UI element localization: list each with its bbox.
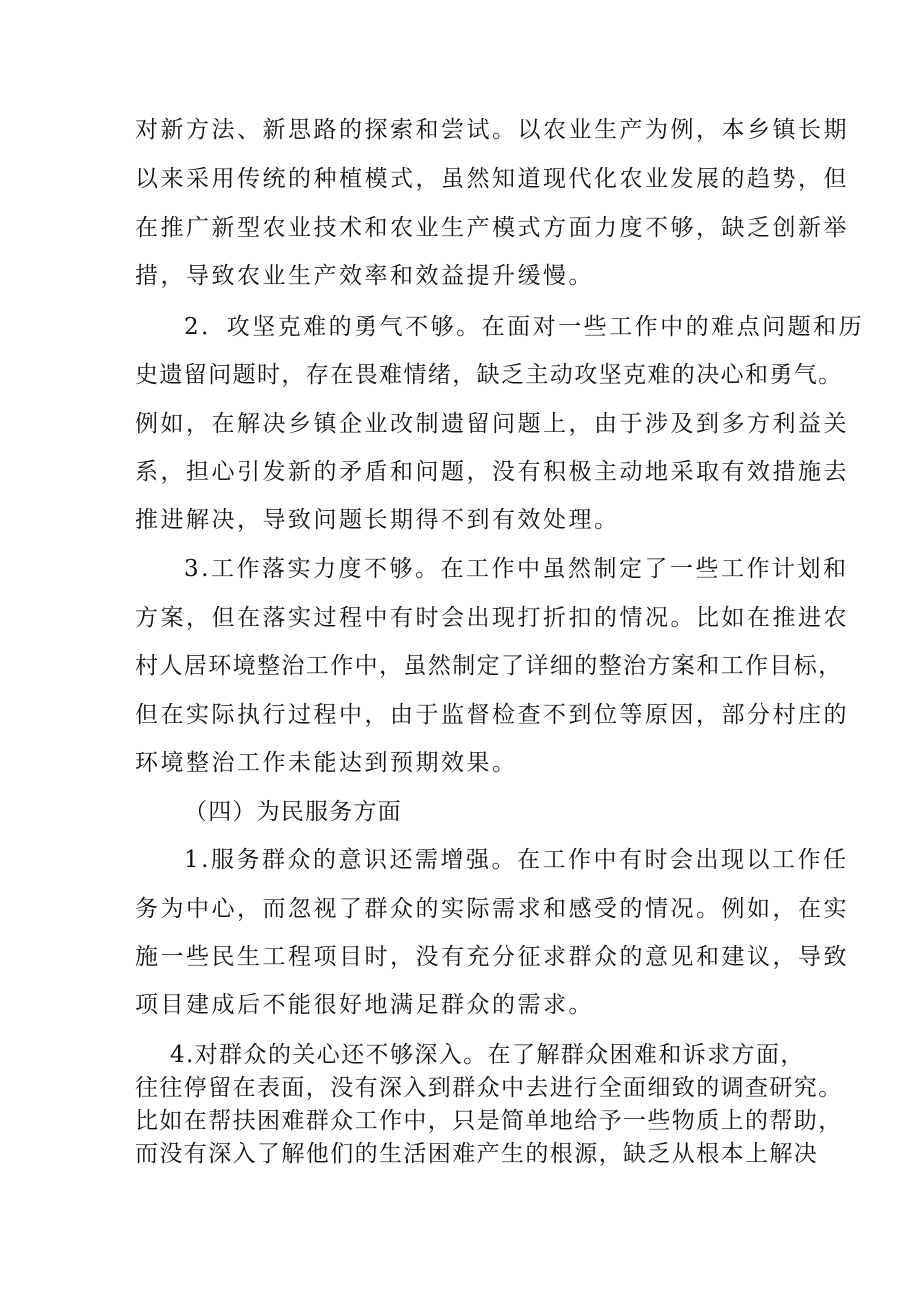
text-line: 环境整治工作未能达到预期效果。 xyxy=(135,750,518,776)
text-line: 史遗留问题时，存在畏难情绪，缺乏主动攻坚克难的决心和勇气。 xyxy=(135,362,843,388)
text-line: 务为中心，而忽视了群众的实际需求和感受的情况。例如，在实 xyxy=(135,896,849,922)
text-line: 在推广新型农业技术和农业生产模式方面力度不够，缺乏创新举 xyxy=(135,215,849,241)
text-line: 3.工作落实力度不够。在工作中虽然制定了一些工作计划和 xyxy=(184,556,849,582)
text-line: 往往停留在表面，没有深入到群众中去进行全面细致的调查研究。 xyxy=(135,1075,843,1101)
text-line: 推进解决，导致问题长期得不到有效处理。 xyxy=(135,507,620,533)
text-line: 措，导致农业生产效率和效益提升缓慢。 xyxy=(135,263,594,289)
text-line: 而没有深入了解他们的生活困难产生的根源，缺乏从根本上解决 xyxy=(135,1141,819,1167)
text-line: 2．攻坚克难的勇气不够。在面对一些工作中的难点问题和历 xyxy=(184,314,865,340)
text-line: 4.对群众的关心还不够深入。在了解群众困难和诉求方面， xyxy=(170,1042,805,1068)
text-line: 系，担心引发新的矛盾和问题，没有积极主动地采取有效措施去 xyxy=(135,459,849,485)
text-line: 但在实际执行过程中，由于监督检查不到位等原因，部分村庄的 xyxy=(135,702,849,728)
text-line: 对新方法、新思路的探索和尝试。以农业生产为例，本乡镇长期 xyxy=(135,117,849,143)
text-line: 方案，但在落实过程中有时会出现打折扣的情况。比如在推进农 xyxy=(135,605,849,631)
text-line: 例如，在解决乡镇企业改制遗留问题上，由于涉及到多方利益关 xyxy=(135,411,849,437)
section-heading: （四）为民服务方面 xyxy=(184,799,402,825)
text-line: 以来采用传统的种植模式，虽然知道现代化农业发展的趋势，但 xyxy=(135,166,849,192)
text-line: 项目建成后不能很好地满足群众的需求。 xyxy=(135,992,594,1018)
text-line: 村人居环境整治工作中，虽然制定了详细的整治方案和工作目标， xyxy=(135,653,843,679)
text-line: 比如在帮扶困难群众工作中，只是简单地给予一些物质上的帮助， xyxy=(135,1108,843,1134)
text-line: 施一些民生工程项目时，没有充分征求群众的意见和建议，导致 xyxy=(135,944,849,970)
text-line: 1.服务群众的意识还需增强。在工作中有时会出现以工作任 xyxy=(184,847,849,873)
